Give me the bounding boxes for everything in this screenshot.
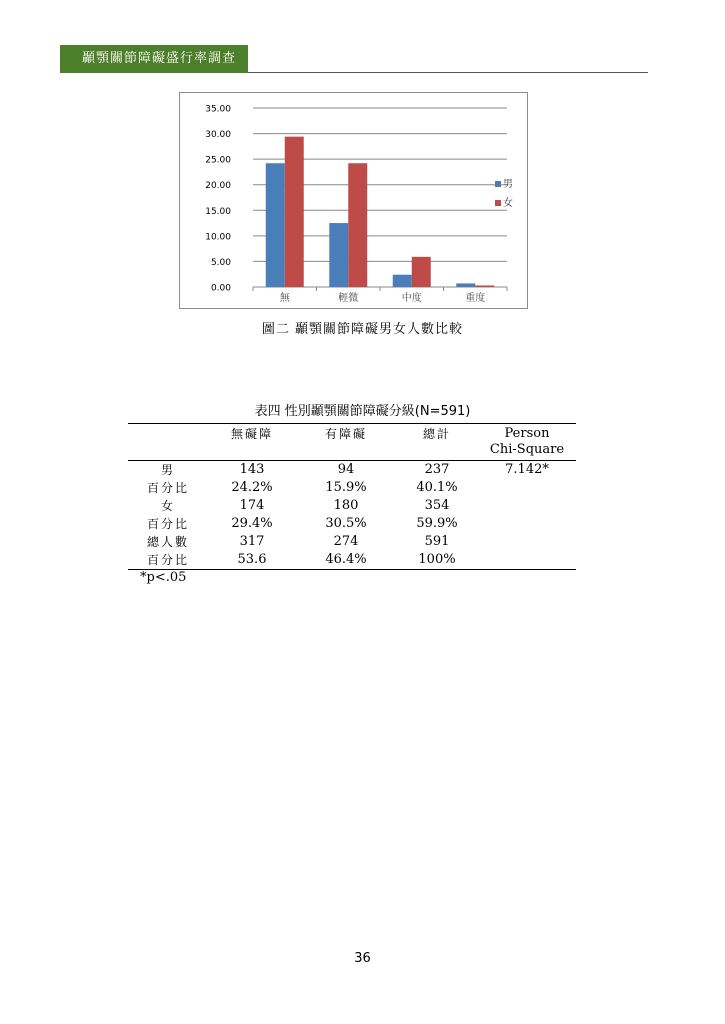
row-label: 百分比 [146,517,189,531]
table-cell: 46.4% [296,551,396,570]
table-title: 表四 性別顳顎關節障礙分級(N=591) [254,404,471,419]
table-cell: 174 [239,498,265,513]
table-row [128,461,576,480]
legend-label: 女 [503,198,513,209]
x-tick-label: 重度 [465,293,486,304]
table-row [128,551,576,570]
table-cell: 15.9% [325,480,367,495]
bar-男-輕微 [329,223,348,287]
y-tick-label: 0.00 [210,283,231,294]
table-body [128,461,576,570]
table-cell: 29.4% [231,516,273,531]
y-tick-label: 20.00 [205,181,231,192]
table-cell: 180 [333,498,359,513]
y-tick-label: 15.00 [205,206,231,217]
table-cell: 59.9% [416,516,458,531]
header-chi-square [478,424,576,461]
header-chi-square-label: Chi-Square [489,442,565,457]
x-tick-label: 無 [279,293,290,304]
table-cell: 591 [424,534,450,549]
header-rule [248,72,648,73]
table-cell: 40.1% [416,480,458,495]
table-cell: 94 [296,461,396,480]
bar-男-無 [266,163,285,287]
table-cell: 7.142* [478,461,576,480]
bar-chart-svg [180,93,527,308]
header-cell-empty [128,424,208,461]
table-cell: 354 [424,498,450,513]
table-cell [478,497,576,515]
bar-女-輕微 [348,163,367,287]
table-cell [478,551,576,570]
legend-swatch-女 [495,200,501,206]
x-tick-label: 輕微 [338,293,359,304]
row-label: 男 [128,461,208,480]
bar-男-重度 [456,283,475,287]
table-row [128,497,576,515]
header-no-disorder: 無礙障 [230,427,273,441]
bar-女-重度 [475,285,494,287]
bar-女-中度 [412,257,431,287]
bar-chart [179,92,528,309]
table-cell [478,515,576,533]
table-cell: 143 [208,461,296,480]
table-header-row [128,424,576,461]
note-text: *p<.05 [140,570,187,585]
table-row [128,479,576,497]
table-cell: 100% [396,551,478,570]
table-cell [478,533,576,551]
y-tick-label: 30.00 [205,130,231,141]
y-tick-label: 10.00 [205,232,231,243]
bar-男-中度 [393,275,412,287]
bar-女-無 [285,137,304,287]
table-cell: 24.2% [231,480,273,495]
y-tick-label: 5.00 [210,257,231,268]
table-row [128,515,576,533]
table-cell: 237 [396,461,478,480]
header-total: 總計 [422,427,451,441]
table-cell: 317 [239,534,265,549]
table-cell: 274 [333,534,359,549]
row-label: 百分比 [128,551,208,570]
y-tick-label: 25.00 [205,155,231,166]
x-tick-label: 中度 [401,293,422,304]
row-label: 百分比 [146,481,189,495]
figure-caption: 圖二 顳顎關節障礙男女人數比較 [261,322,464,337]
running-header-title: 顳顎關節障礙盛行率調查 [60,45,248,73]
table-row [128,533,576,551]
header-person: Person [504,426,550,441]
table-cell: 30.5% [325,516,367,531]
row-label: 總人數 [146,535,189,549]
header-has-disorder: 有障礙 [324,427,367,441]
table-cell: 53.6 [208,551,296,570]
row-label: 女 [160,499,175,513]
table-cell [478,479,576,497]
legend-label: 男 [503,179,513,190]
page-number: 36 [354,951,371,966]
legend-swatch-男 [495,181,501,187]
stats-table [128,423,576,570]
significance-note [140,570,186,585]
y-tick-label: 35.00 [205,104,231,115]
